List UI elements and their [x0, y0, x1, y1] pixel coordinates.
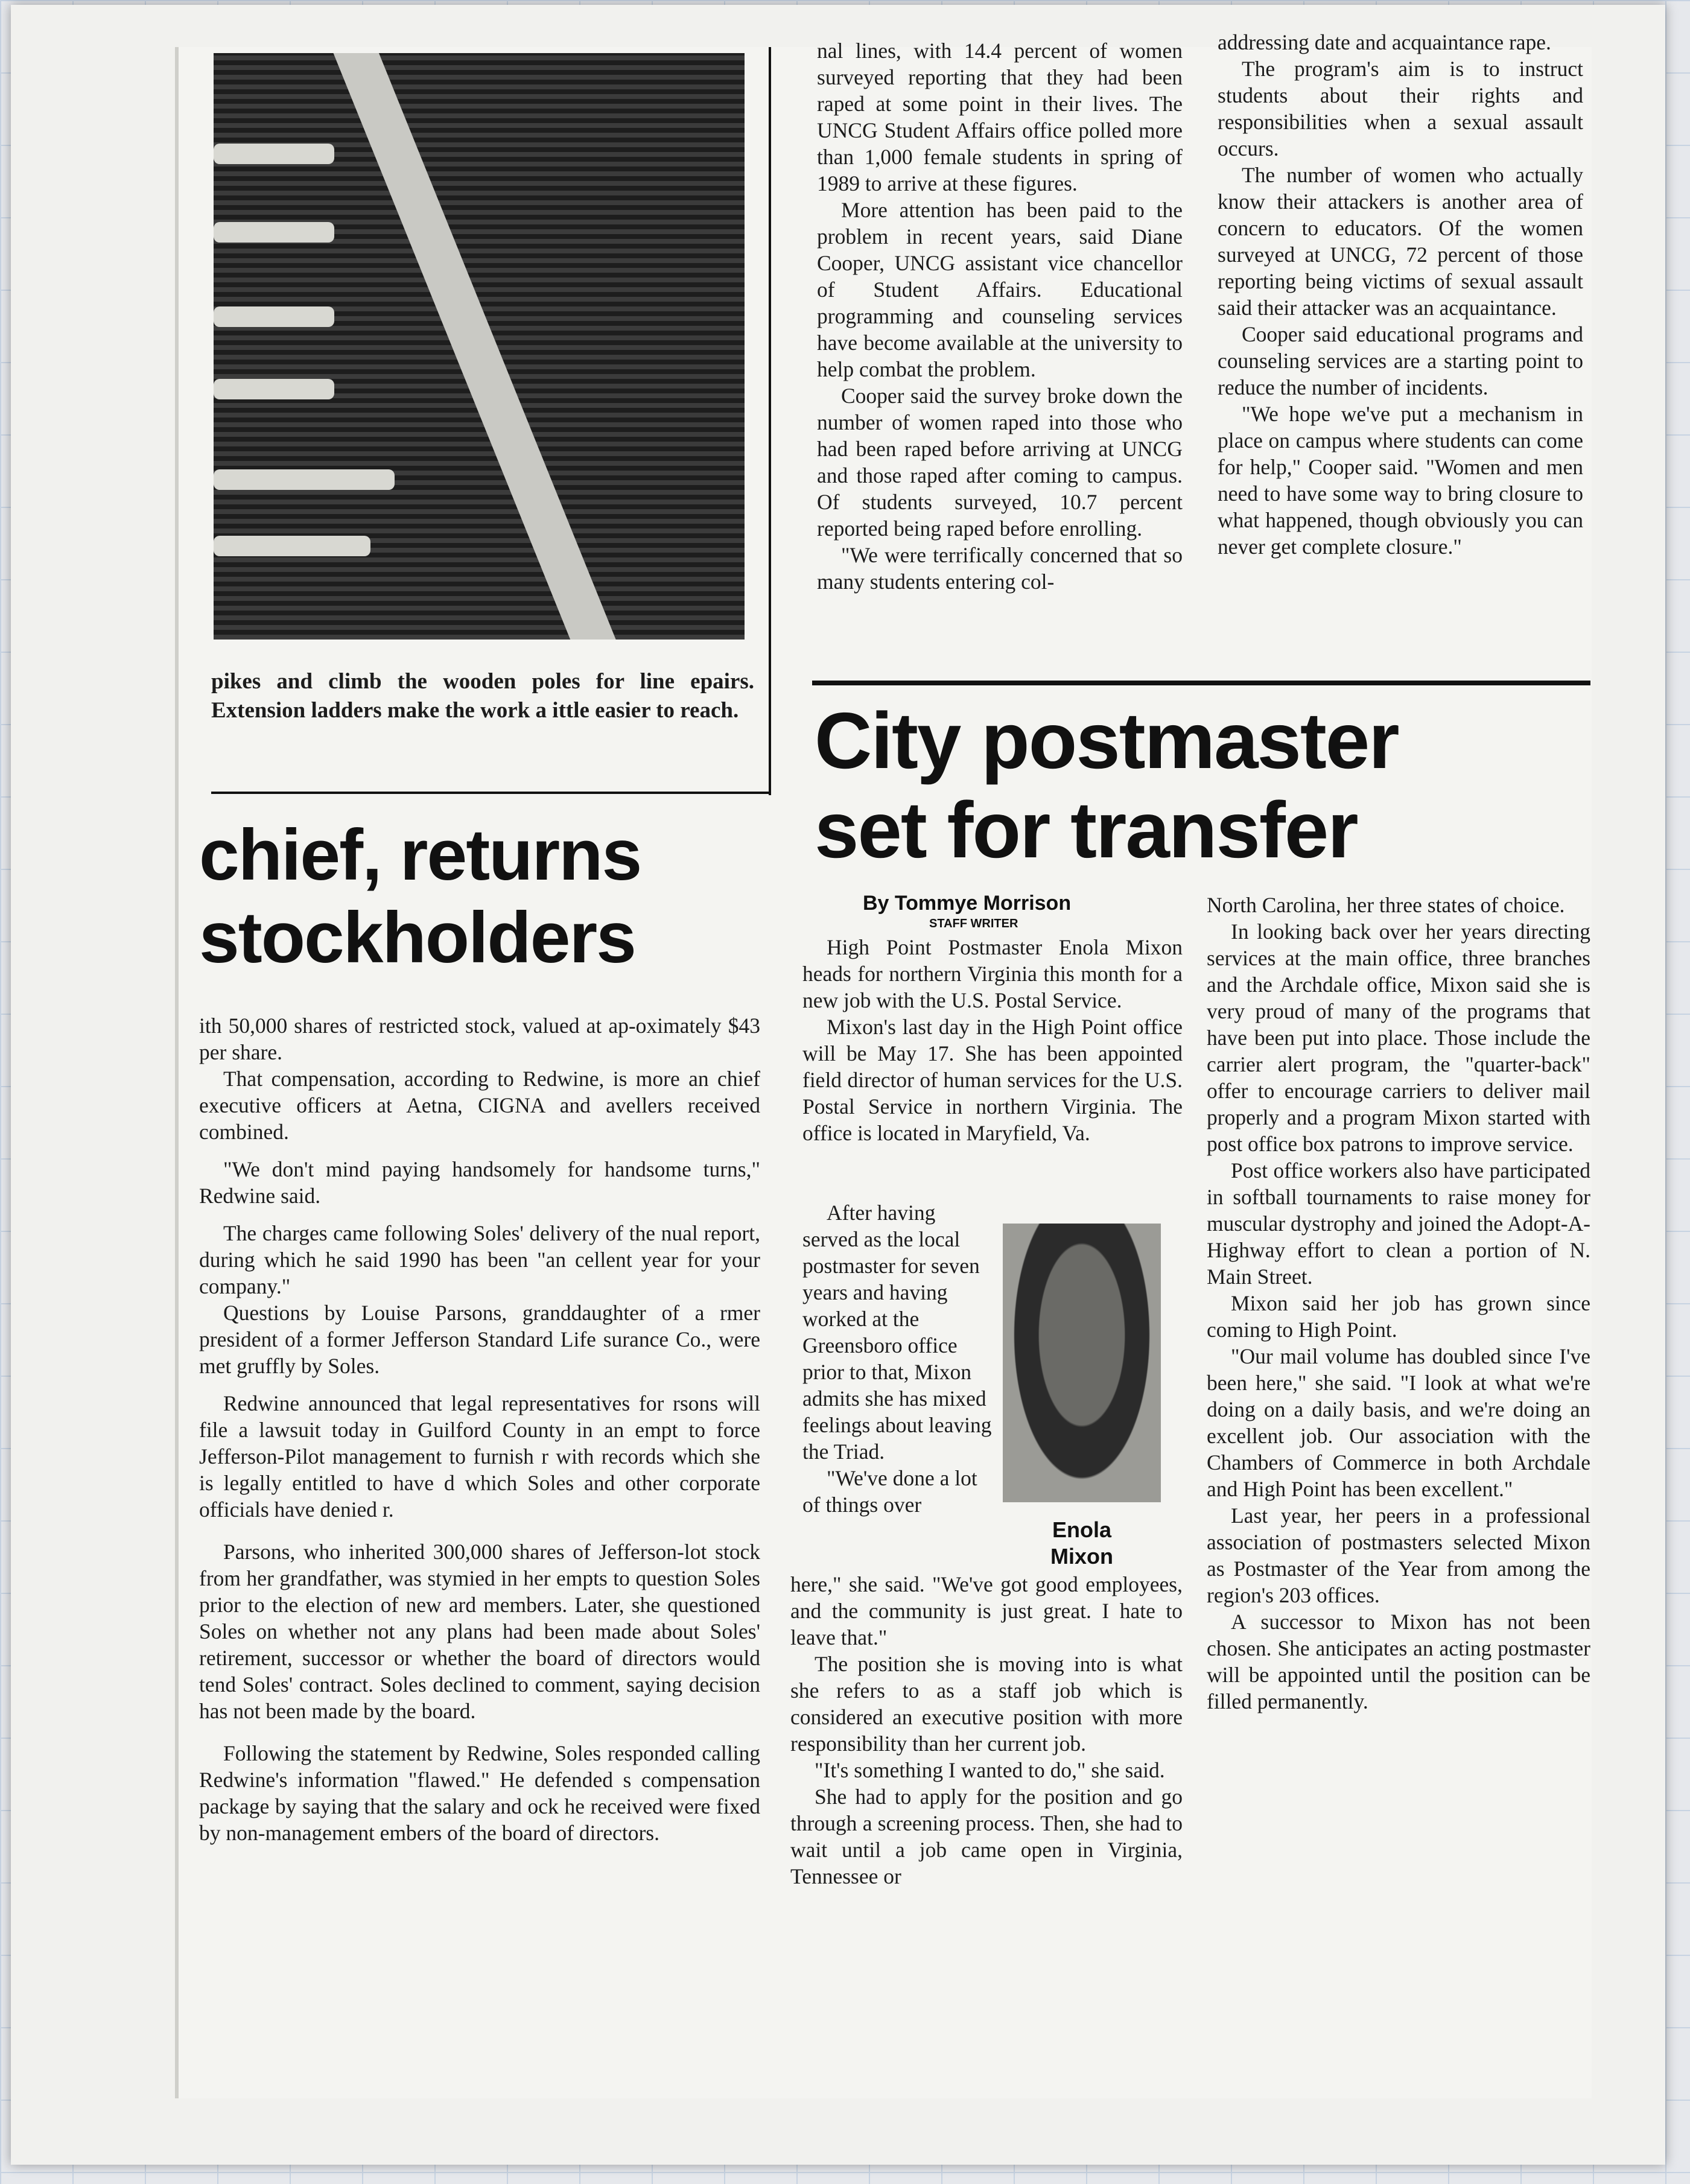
main-headline-line2: set for transfer [815, 786, 1358, 874]
paragraph: The program's aim is to instruct students about their rights and responsibilities when a sexual assault occurs. [1218, 57, 1583, 160]
paragraph: Following the statement by Redwine, Soles responded calling Redwine's information "flawed." He defended s compensation package by saying that the salary and ock he received were fixed by non-management embers of the board of directors. [199, 1741, 760, 1845]
paragraph: After having served as the local postmaster for seven years and having worked at the Greensboro office prior to that, Mixon admits she has mixed feelings about leaving the Triad. [802, 1201, 992, 1464]
main-story-col1-wrap [802, 1199, 994, 1518]
paragraph: "It's something I wanted to do," she said. [815, 1758, 1165, 1782]
paragraph: The position she is moving into is what she refers to as a staff job which is considered an executive position with more responsibility than her current job. [790, 1652, 1183, 1756]
clipping-edge [175, 47, 179, 2098]
left-headline-line2: stockholders [199, 897, 635, 978]
paragraph: More attention has been paid to the problem in recent years, said Diane Cooper, UNCG assistant vice chancellor of Student Affairs. Educational programming and counseling services have become available at the university to help combat the problem. [817, 198, 1183, 381]
paragraph: High Point Postmaster Enola Mixon heads for northern Virginia this month for a new job with the U.S. Postal Service. [802, 935, 1183, 1012]
section-rule [812, 681, 1590, 685]
top-story-col2 [1218, 29, 1583, 560]
ladder-rung [214, 469, 395, 490]
left-story-body [199, 1012, 760, 1846]
main-story-col1-bottom [790, 1571, 1183, 1890]
paragraph: addressing date and acquaintance rape. [1218, 30, 1551, 54]
paragraph: Questions by Louise Parsons, granddaughter of a rmer president of a former Jefferson Standard Life surance Co., were met gruffly by Soles. [199, 1301, 760, 1378]
paragraph: Cooper said educational programs and counseling services are a starting point to reduce the number of incidents. [1218, 322, 1583, 399]
paragraph: here," she said. "We've got good employees, and the community is just great. I hate to leave that." [790, 1572, 1183, 1649]
paragraph: "We hope we've put a mechanism in place on campus where students can come for help," Cooper said. "Women and men need to have some way to bring closure to what happened, though obviously you can never get complete closure." [1218, 402, 1583, 559]
enola-mixon-photo [1003, 1224, 1161, 1502]
paragraph: Redwine announced that legal representatives for rsons will file a lawsuit today in Guilford County in an empt to force Jefferson-Pilot management to furnish r with records which she is legally entitled to have d which Soles and other corporate officials have denied r. [199, 1391, 760, 1522]
main-headline-line1: City postmaster [815, 696, 1399, 785]
paragraph: Last year, her peers in a professional association of postmasters selected Mixon as Postmaster of the Year from among the region's 203 offices. [1207, 1503, 1590, 1607]
byline: By Tommye Morrison [863, 892, 1072, 915]
paragraph: North Carolina, her three states of choice. [1207, 893, 1565, 917]
main-story-col2 [1207, 892, 1590, 1715]
paragraph: Parsons, who inherited 300,000 shares of Jefferson-lot stock from her grandfather, was stymied in her empts to question Soles prior to the election of new ard members. Later, she questioned Soles on whether not any plans had been made about Soles' retirement, successor or whether the board of directors would tend Soles' contract. Soles declined to comment, saying decision has not been made by the board. [199, 1540, 760, 1723]
paragraph: "Our mail volume has doubled since I've been here," she said. "I look at what we're doing on a daily basis, and we're doing an excellent job. Our association with the Chambers of Commerce in both Archdale and High Point has been excellent." [1207, 1344, 1590, 1501]
photo-caption-first: Enola [1052, 1517, 1111, 1542]
paragraph: In looking back over her years directing services at the main office, three branches and the Archdale office, Mixon said she is very proud of many of the programs that have been put into place. Those include the carrier alert program, the "quarter-back" offer to encourage carriers to deliver mail properly and a program Mixon started with post office box patrons to improve service. [1207, 919, 1590, 1156]
ladder-rung [214, 379, 334, 399]
paragraph: A successor to Mixon has not been chosen. She anticipates an acting postmaster will be appointed until the position can be filled permanently. [1207, 1610, 1590, 1713]
paragraph: "We don't mind paying handsomely for handsome turns," Redwine said. [199, 1157, 760, 1208]
paragraph: Post office workers also have participated in softball tournaments to raise money for muscular dystrophy and joined the Adopt-A-Highway effort to clean a portion of N. Main Street. [1207, 1158, 1590, 1289]
byline-role: STAFF WRITER [929, 917, 1018, 930]
paragraph: "We've done a lot of things over [802, 1466, 977, 1517]
top-story-col1 [817, 37, 1183, 595]
paragraph: The number of women who actually know their attackers is another area of concern to educators. Of the women surveyed at UNCG, 72 percent of those reporting being victims of sexual assault said their attacker was an acquaintance. [1218, 163, 1583, 320]
ladder-rung [214, 306, 334, 327]
ladder-rung [214, 222, 334, 243]
ladder-rung [214, 536, 370, 556]
paragraph: "We were terrifically concerned that so many students entering col- [817, 543, 1183, 594]
ladder-photo [214, 53, 745, 640]
photo-caption: pikes and climb the wooden poles for line epairs. Extension ladders make the work a ittle easier to reach. [211, 669, 754, 723]
paragraph: Mixon's last day in the High Point office will be May 17. She has been appointed field director of human services for the U.S. Postal Service in northern Virginia. The office is located in Maryfield, Va. [802, 1015, 1183, 1145]
paragraph: Mixon said her job has grown since coming to High Point. [1207, 1291, 1590, 1342]
paragraph: The charges came following Soles' delivery of the nual report, during which he said 1990 has been "an cellent year for your company." [199, 1221, 760, 1298]
left-headline-line1: chief, returns [199, 814, 641, 895]
newspaper-clipping [175, 30, 1592, 2098]
paper-sheet [11, 5, 1665, 2165]
paragraph: nal lines, with 14.4 percent of women surveyed reporting that they had been raped at some point in their lives. The UNCG Student Affairs office polled more than 1,000 female students in spring of 1989 to arrive at these figures. [817, 39, 1183, 195]
column-rule [211, 792, 771, 794]
main-story-col1-top [802, 934, 1183, 1146]
paragraph: She had to apply for the position and go through a screening process. Then, she had to wait until a job came open in Virginia, Tennessee or [790, 1785, 1183, 1888]
ladder-rung [214, 144, 334, 164]
photo-caption-last: Mixon [1050, 1544, 1113, 1569]
paragraph: ith 50,000 shares of restricted stock, valued at ap-oximately $43 per share. [199, 1014, 760, 1064]
paragraph: That compensation, according to Redwine, is more an chief executive officers at Aetna, CIGNA and avellers received combined. [199, 1067, 760, 1144]
column-rule [769, 47, 771, 795]
paragraph: Cooper said the survey broke down the number of women raped into those who had been raped before arriving at UNCG and those raped after coming to campus. Of students surveyed, 10.7 percent reported being raped before enrolling. [817, 384, 1183, 541]
